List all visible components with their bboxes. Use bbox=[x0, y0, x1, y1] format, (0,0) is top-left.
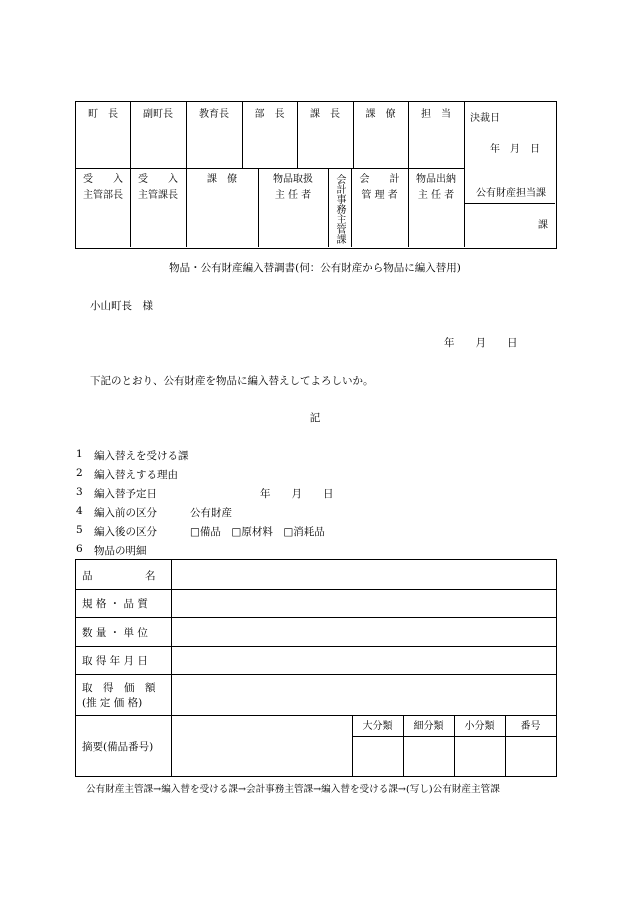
approval-cell-person-in-charge: 担 当 bbox=[421, 109, 451, 120]
item-4-label: 編入前の区分 bbox=[94, 507, 157, 519]
sub-header-major-class: 大分類 bbox=[362, 721, 393, 732]
approval-cell-goods-handler-1: 物品取扱 bbox=[273, 174, 313, 185]
request-text: 下記のとおり、公有財産を物品に編入替えしてよろしいか。 bbox=[90, 375, 374, 387]
date-line: 年 月 日 bbox=[444, 337, 518, 349]
item-6-label: 物品の明細 bbox=[94, 545, 147, 557]
detail-vline bbox=[171, 560, 172, 776]
approval-cell-accounting-manager-2: 管 理 者 bbox=[361, 190, 398, 201]
approval-cell-receiving-dept-head-1: 受 入 bbox=[83, 174, 123, 185]
row-label-summary: 摘要(備品番号) bbox=[82, 741, 154, 753]
row-label-estimated-price: (推 定 価 格) bbox=[82, 697, 143, 709]
document-title: 物品・公有財産編入替調書(伺：公有財産から物品に編入替用) bbox=[169, 262, 461, 274]
item-3-number: 3 bbox=[76, 486, 83, 498]
approval-cell-accounting-manager-1: 会 計 bbox=[359, 174, 400, 185]
approval-cell-receiving-section-chief-1: 受 入 bbox=[138, 174, 178, 185]
row-label-spec-quality: 規 格 ・ 品 質 bbox=[82, 598, 148, 610]
approval-cell-staff: 課 僚 bbox=[207, 174, 237, 185]
approval-cell-goods-handler-2: 主 任 者 bbox=[274, 190, 312, 201]
item-2-label: 編入替えする理由 bbox=[94, 469, 178, 481]
sub-header-minor-class: 細分類 bbox=[413, 721, 444, 732]
row-label-item-name: 品 名 bbox=[82, 570, 156, 582]
detail-row-divider bbox=[76, 646, 556, 647]
ki-heading: 記 bbox=[309, 412, 321, 424]
item-4-number: 4 bbox=[76, 505, 83, 517]
decision-date-ymd: 年 月 日 bbox=[490, 144, 540, 155]
approval-cell-section-chief: 課 長 bbox=[310, 109, 340, 120]
approval-row-divider bbox=[76, 168, 464, 169]
detail-row-divider bbox=[76, 617, 556, 618]
detail-row-divider bbox=[76, 674, 556, 675]
approval-cell-goods-cashier-1: 物品出納 bbox=[416, 174, 456, 185]
public-property-section-suffix: 課 bbox=[538, 220, 548, 231]
goods-detail-table bbox=[75, 559, 557, 777]
routing-flow: 公有財産主管課→編入替を受ける課→会計事務主管課→編入替を受ける課→(写し)公有財産主管課 bbox=[86, 784, 500, 795]
item-6-number: 6 bbox=[76, 543, 83, 555]
item-2-number: 2 bbox=[76, 467, 83, 479]
approval-cell-director: 部 長 bbox=[254, 109, 285, 120]
approval-vline bbox=[464, 102, 465, 247]
approval-cell-goods-cashier-2: 主 任 者 bbox=[417, 190, 455, 201]
item-5-number: 5 bbox=[76, 524, 83, 536]
detail-row-divider bbox=[76, 589, 556, 590]
item-5-label: 編入後の区分 bbox=[94, 526, 157, 538]
item-1-number: 1 bbox=[76, 448, 83, 460]
approval-cell-mayor: 町 長 bbox=[88, 109, 118, 120]
item-1-label: 編入替えを受ける課 bbox=[94, 450, 189, 462]
approval-right-divider bbox=[464, 203, 555, 204]
approval-cell-receiving-section-chief-2: 主管課長 bbox=[138, 190, 178, 201]
approval-vline bbox=[328, 168, 329, 247]
public-property-section-label: 公有財産担当課 bbox=[476, 188, 546, 199]
addressee: 小山町長 様 bbox=[90, 300, 153, 312]
item-3-value: 年 月 日 bbox=[260, 488, 334, 500]
approval-cell-accounting-section: 会計事務主管課 bbox=[334, 174, 345, 244]
detail-row-divider bbox=[76, 715, 556, 716]
decision-date-label: 決裁日 bbox=[470, 113, 500, 124]
approval-cell-superintendent: 教育長 bbox=[199, 109, 229, 120]
row-label-quantity-unit: 数 量 ・ 単 位 bbox=[82, 627, 148, 639]
item-5-value: □備品 □原材料 □消耗品 bbox=[190, 526, 325, 538]
approval-cell-section-staff: 課 僚 bbox=[365, 109, 396, 120]
approval-cell-deputy-mayor: 副町長 bbox=[143, 109, 173, 120]
item-3-label: 編入替予定日 bbox=[94, 488, 157, 500]
item-4-value: 公有財産 bbox=[190, 507, 232, 519]
sub-header-small-class: 小分類 bbox=[464, 721, 495, 732]
approval-stamp-table bbox=[75, 101, 557, 249]
row-label-acquisition-date: 取 得 年 月 日 bbox=[82, 655, 148, 667]
approval-cell-receiving-dept-head-2: 主管部長 bbox=[83, 190, 123, 201]
sub-header-number: 番号 bbox=[520, 721, 541, 732]
row-label-acquisition-price: 取 得 価 額 bbox=[82, 682, 156, 694]
